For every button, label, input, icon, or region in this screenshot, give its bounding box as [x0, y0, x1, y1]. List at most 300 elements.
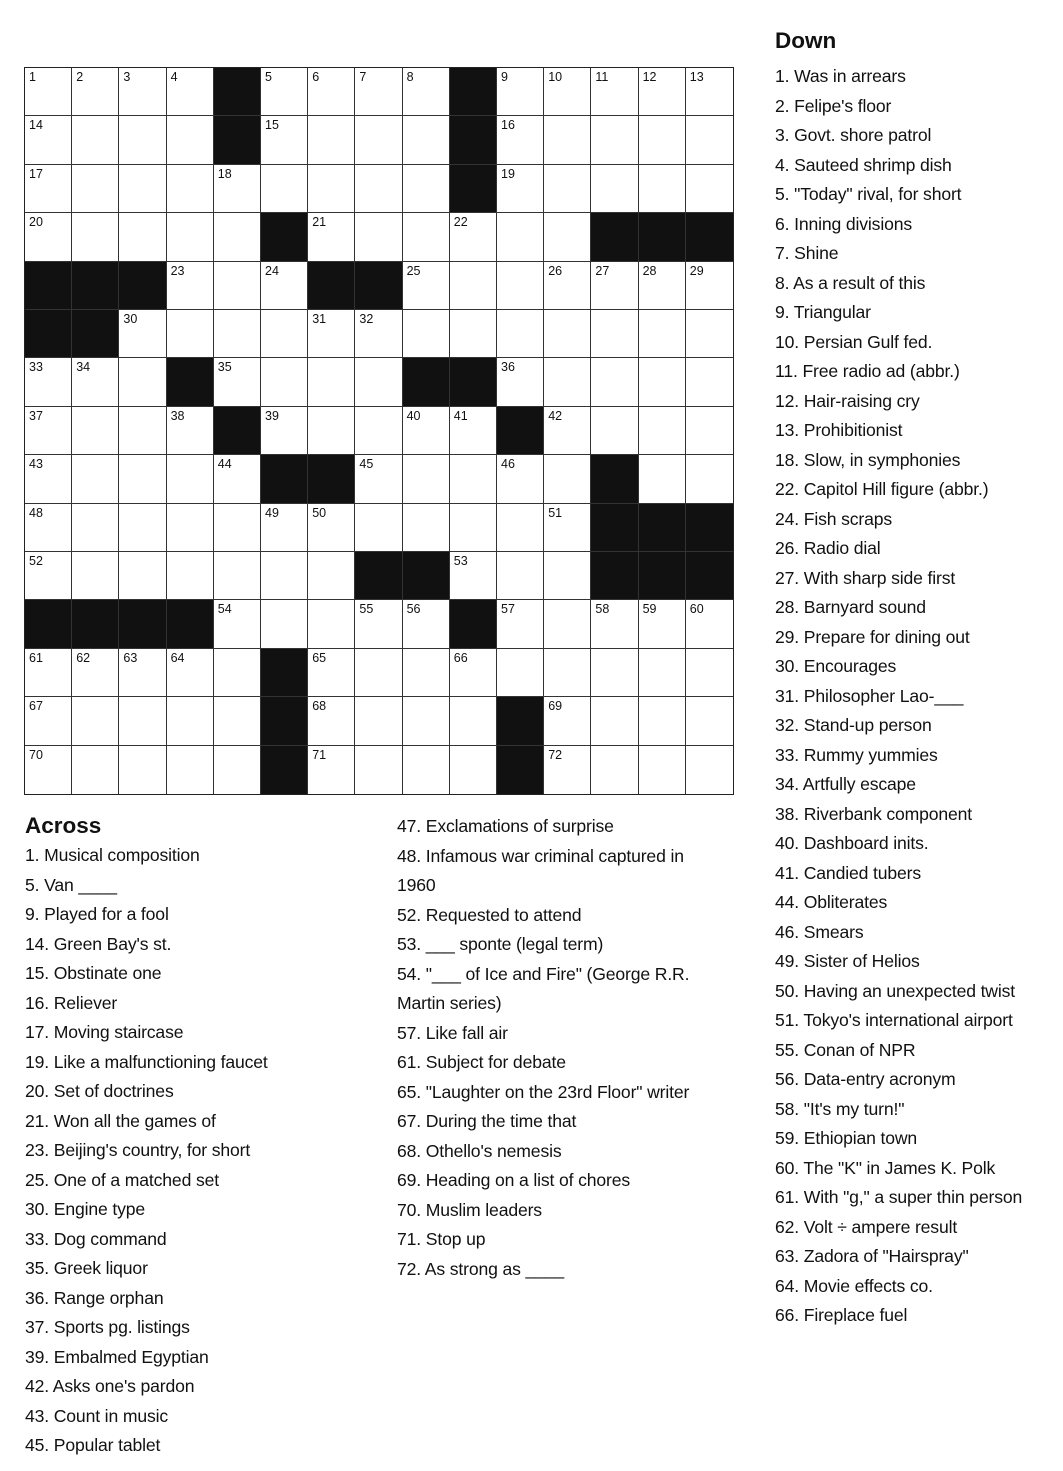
clue-number: 27 [595, 263, 610, 278]
clue-number: 57 [501, 602, 515, 617]
grid-cell[interactable] [355, 649, 402, 697]
grid-cell[interactable] [450, 213, 497, 261]
grid-cell[interactable] [591, 262, 638, 310]
clue-item: 28. Barnyard sound [775, 597, 926, 617]
grid-cell[interactable] [497, 358, 544, 406]
grid-cell[interactable] [686, 407, 733, 455]
clue-item: 46. Smears [775, 921, 864, 942]
grid-cell[interactable] [72, 213, 119, 261]
clue-item: 1. Musical composition [25, 845, 200, 865]
clue-item: 64. Movie effects co. [775, 1275, 933, 1296]
clue-number: 66 [453, 650, 468, 665]
grid-cell[interactable] [544, 697, 591, 745]
clue-item: 50. Having an unexpected twist [775, 980, 1016, 1001]
black-square [639, 213, 686, 261]
clue-number: 69 [548, 699, 563, 714]
grid-cell[interactable] [25, 68, 72, 116]
clue-number: 8 [406, 70, 414, 84]
grid-cell[interactable] [119, 697, 166, 745]
clue-item: 59. Ethiopian town [775, 1128, 918, 1148]
clue-number: 48 [29, 505, 43, 520]
grid-cell[interactable] [639, 358, 686, 406]
clue-item: 20. Set of doctrines [25, 1081, 174, 1101]
grid-cell[interactable] [167, 68, 214, 116]
clue-item: 71. Stop up [397, 1229, 486, 1249]
clue-item: 52. Requested to attend [397, 904, 582, 925]
black-square [450, 68, 497, 116]
grid-cell[interactable] [497, 455, 544, 503]
grid-cell[interactable] [497, 649, 544, 697]
clue-number: 50 [312, 505, 327, 520]
grid-cell[interactable] [403, 116, 450, 164]
grid-cell[interactable] [308, 552, 355, 600]
grid-cell[interactable] [261, 310, 308, 358]
grid-cell[interactable] [167, 165, 214, 213]
grid-cell[interactable] [544, 407, 591, 455]
clue-item: 51. Tokyo's international airport [775, 1010, 1013, 1030]
clue-item: 54. "___ of Ice and Fire" (George R.R. Martin series) [397, 963, 690, 1013]
clue-item: 5. Van ____ [25, 874, 117, 895]
grid-cell[interactable] [167, 504, 214, 552]
grid-cell[interactable] [639, 600, 686, 648]
clue-item: 69. Heading on a list of chores [397, 1170, 631, 1190]
black-square [308, 262, 355, 310]
grid-cell[interactable] [214, 697, 261, 745]
clue-number: 45 [359, 457, 374, 472]
grid-cell[interactable] [308, 213, 355, 261]
clue-item: 34. Artfully escape [775, 774, 916, 794]
grid-cell[interactable] [119, 213, 166, 261]
grid-cell[interactable] [72, 504, 119, 552]
grid-cell[interactable] [686, 358, 733, 406]
grid-cell[interactable] [544, 552, 591, 600]
clue-number: 13 [689, 70, 704, 84]
clue-item: 12. Hair-raising cry [775, 390, 920, 411]
black-square [639, 504, 686, 552]
clue-item: 47. Exclamations of surprise [397, 816, 614, 836]
black-square [686, 213, 733, 261]
grid-cell[interactable] [686, 68, 733, 116]
clue-item: 13. Prohibitionist [775, 420, 903, 440]
clue-item: 72. As strong as ____ [397, 1258, 565, 1279]
grid-cell[interactable] [591, 116, 638, 164]
grid-cell[interactable] [308, 407, 355, 455]
grid-cell[interactable] [167, 455, 214, 503]
clue-number: 19 [501, 166, 515, 181]
grid-cell[interactable] [308, 310, 355, 358]
grid-cell[interactable] [72, 68, 119, 116]
clue-number: 64 [170, 650, 185, 665]
grid-cell[interactable] [214, 213, 261, 261]
grid-cell[interactable] [639, 697, 686, 745]
grid-cell[interactable] [686, 746, 733, 794]
grid-cell[interactable] [403, 310, 450, 358]
clue-number: 39 [265, 408, 279, 423]
grid-cell[interactable] [544, 165, 591, 213]
grid-cell[interactable] [72, 116, 119, 164]
clue-item: 11. Free radio ad (abbr.) [775, 361, 960, 381]
grid-cell[interactable] [686, 310, 733, 358]
grid-cell[interactable] [591, 649, 638, 697]
grid-cell[interactable] [167, 746, 214, 794]
grid-cell[interactable] [355, 600, 402, 648]
grid-cell[interactable] [403, 504, 450, 552]
grid-cell[interactable] [355, 165, 402, 213]
clue-number: 1 [29, 70, 36, 84]
clue-item: 56. Data-entry acronym [775, 1069, 956, 1089]
grid-cell[interactable] [686, 262, 733, 310]
clue-item: 61. With "g," a super thin person [775, 1187, 1023, 1207]
grid-cell[interactable] [497, 116, 544, 164]
grid-cell[interactable] [214, 649, 261, 697]
clue-number: 60 [689, 602, 704, 617]
clue-number: 10 [548, 70, 563, 84]
clue-item: 30. Encourages [775, 656, 897, 676]
grid-cell[interactable] [355, 504, 402, 552]
clue-number: 15 [265, 118, 279, 133]
grid-cell[interactable] [355, 746, 402, 794]
clue-number: 36 [501, 360, 515, 375]
grid-cell[interactable] [25, 407, 72, 455]
grid-cell[interactable] [167, 213, 214, 261]
grid-cell[interactable] [72, 455, 119, 503]
black-square [167, 600, 214, 648]
grid-cell[interactable] [214, 455, 261, 503]
grid-cell[interactable] [639, 310, 686, 358]
grid-cell[interactable] [119, 649, 166, 697]
grid-cell[interactable] [119, 504, 166, 552]
grid-cell[interactable] [167, 116, 214, 164]
black-square [214, 116, 261, 164]
clue-number: 33 [29, 360, 43, 375]
clue-item: 38. Riverbank component [775, 803, 973, 824]
grid-cell[interactable] [119, 746, 166, 794]
grid-cell[interactable] [214, 358, 261, 406]
black-square [450, 600, 497, 648]
clue-item: 48. Infamous war criminal captured in 1960 [397, 845, 684, 895]
grid-cell[interactable] [355, 358, 402, 406]
grid-cell[interactable] [72, 358, 119, 406]
black-square [403, 552, 450, 600]
grid-cell[interactable] [167, 262, 214, 310]
grid-cell[interactable] [497, 504, 544, 552]
grid-cell[interactable] [544, 504, 591, 552]
clue-item: 39. Embalmed Egyptian [25, 1346, 209, 1367]
grid-cell[interactable] [450, 262, 497, 310]
black-square [591, 213, 638, 261]
black-square [167, 358, 214, 406]
grid-cell[interactable] [403, 746, 450, 794]
clue-item: 57. Like fall air [397, 1022, 508, 1043]
clue-item: 32. Stand-up person [775, 715, 932, 735]
clue-number: 37 [29, 408, 43, 423]
grid-cell[interactable] [261, 165, 308, 213]
grid-cell[interactable] [25, 165, 72, 213]
clue-number: 2 [76, 70, 84, 84]
grid-cell[interactable] [214, 310, 261, 358]
grid-cell[interactable] [308, 116, 355, 164]
black-square [355, 262, 402, 310]
black-square [261, 649, 308, 697]
grid-cell[interactable] [261, 358, 308, 406]
clue-item: 19. Like a malfunctioning faucet [25, 1051, 268, 1072]
grid-cell[interactable] [261, 407, 308, 455]
grid-cell[interactable] [119, 407, 166, 455]
grid-cell[interactable] [355, 68, 402, 116]
grid-cell[interactable] [72, 165, 119, 213]
grid-cell[interactable] [119, 68, 166, 116]
grid-cell[interactable] [355, 310, 402, 358]
grid-cell[interactable] [25, 455, 72, 503]
clue-item: 18. Slow, in symphonies [775, 449, 961, 470]
clue-number: 42 [548, 408, 563, 423]
grid-cell[interactable] [308, 649, 355, 697]
grid-cell[interactable] [639, 262, 686, 310]
clue-item: 44. Obliterates [775, 892, 888, 912]
grid-cell[interactable] [686, 697, 733, 745]
grid-cell[interactable] [25, 213, 72, 261]
clue-item: 70. Muslim leaders [397, 1199, 542, 1220]
grid-cell[interactable] [308, 165, 355, 213]
clue-number: 72 [548, 747, 563, 762]
clue-item: 27. With sharp side first [775, 567, 956, 588]
grid-cell[interactable] [214, 262, 261, 310]
clue-item: 58. "It's my turn!" [775, 1098, 905, 1119]
clue-item: 9. Triangular [775, 302, 871, 322]
grid-cell[interactable] [639, 165, 686, 213]
grid-cell[interactable] [544, 358, 591, 406]
grid-cell[interactable] [25, 746, 72, 794]
grid-cell[interactable] [355, 213, 402, 261]
grid-cell[interactable] [497, 68, 544, 116]
grid-cell[interactable] [261, 68, 308, 116]
grid-cell[interactable] [25, 504, 72, 552]
grid-cell[interactable] [403, 455, 450, 503]
grid-cell[interactable] [308, 746, 355, 794]
clue-number: 29 [689, 263, 704, 278]
grid-cell[interactable] [119, 358, 166, 406]
grid-cell[interactable] [25, 552, 72, 600]
clue-item: 1. Was in arrears [775, 66, 906, 86]
grid-cell[interactable] [214, 552, 261, 600]
grid-cell[interactable] [355, 697, 402, 745]
grid-cell[interactable] [497, 600, 544, 648]
clue-item: 16. Reliever [25, 992, 118, 1013]
black-square [25, 262, 72, 310]
black-square [591, 552, 638, 600]
clue-item: 41. Candied tubers [775, 862, 921, 883]
grid-cell[interactable] [497, 552, 544, 600]
grid-cell[interactable] [119, 116, 166, 164]
grid-cell[interactable] [403, 407, 450, 455]
grid-cell[interactable] [639, 746, 686, 794]
clue-item: 53. ___ sponte (legal term) [397, 934, 604, 954]
grid-cell[interactable] [119, 310, 166, 358]
grid-cell[interactable] [72, 746, 119, 794]
clue-number: 34 [76, 360, 91, 375]
grid-cell[interactable] [308, 504, 355, 552]
across-heading: Across [25, 813, 102, 838]
clue-item: 68. Othello's nemesis [397, 1140, 562, 1161]
grid-cell[interactable] [497, 165, 544, 213]
clue-number: 24 [265, 263, 279, 278]
clue-item: 24. Fish scraps [775, 508, 893, 529]
grid-cell[interactable] [261, 504, 308, 552]
clue-number: 68 [312, 699, 327, 714]
clue-item: 5. "Today" rival, for short [775, 184, 962, 204]
clue-number: 21 [312, 215, 327, 230]
grid-cell[interactable] [450, 310, 497, 358]
clue-number: 16 [501, 118, 515, 133]
grid-cell[interactable] [686, 649, 733, 697]
grid-cell[interactable] [355, 455, 402, 503]
grid-cell[interactable] [167, 552, 214, 600]
grid-cell[interactable] [497, 213, 544, 261]
grid-cell[interactable] [25, 116, 72, 164]
grid-cell[interactable] [214, 746, 261, 794]
grid-cell[interactable] [403, 68, 450, 116]
clue-number: 65 [312, 650, 327, 665]
clue-number: 35 [217, 360, 232, 375]
grid-cell[interactable] [72, 697, 119, 745]
grid-cell[interactable] [308, 358, 355, 406]
grid-cell[interactable] [214, 600, 261, 648]
black-square [261, 697, 308, 745]
grid-cell[interactable] [591, 165, 638, 213]
grid-cell[interactable] [591, 358, 638, 406]
grid-cell[interactable] [591, 407, 638, 455]
grid-cell[interactable] [544, 116, 591, 164]
grid-cell[interactable] [450, 746, 497, 794]
grid-cell[interactable] [261, 552, 308, 600]
grid-cell[interactable] [591, 746, 638, 794]
grid-cell[interactable] [308, 697, 355, 745]
grid-cell[interactable] [214, 165, 261, 213]
grid-cell[interactable] [72, 649, 119, 697]
grid-cell[interactable] [544, 310, 591, 358]
clue-number: 7 [359, 70, 367, 84]
grid-cell[interactable] [639, 407, 686, 455]
grid-cell[interactable] [403, 213, 450, 261]
grid-cell[interactable] [119, 165, 166, 213]
grid-cell[interactable] [167, 407, 214, 455]
grid-cell[interactable] [591, 600, 638, 648]
clue-item: 22. Capitol Hill figure (abbr.) [775, 479, 989, 499]
grid-cell[interactable] [25, 649, 72, 697]
clue-item: 61. Subject for debate [397, 1052, 566, 1072]
grid-cell[interactable] [591, 697, 638, 745]
black-square [591, 504, 638, 552]
grid-cell[interactable] [214, 504, 261, 552]
grid-cell[interactable] [450, 504, 497, 552]
grid-cell[interactable] [686, 116, 733, 164]
grid-cell[interactable] [686, 165, 733, 213]
black-square [686, 552, 733, 600]
grid-cell[interactable] [544, 746, 591, 794]
grid-cell[interactable] [403, 697, 450, 745]
grid-cell[interactable] [72, 552, 119, 600]
grid-cell[interactable] [403, 165, 450, 213]
clue-number: 54 [217, 602, 232, 617]
clue-item: 33. Dog command [25, 1228, 167, 1249]
black-square [497, 746, 544, 794]
grid-cell[interactable] [639, 68, 686, 116]
grid-cell[interactable] [308, 600, 355, 648]
clue-number: 62 [76, 650, 91, 665]
grid-cell[interactable] [639, 649, 686, 697]
grid-cell[interactable] [450, 649, 497, 697]
grid-cell[interactable] [544, 649, 591, 697]
black-square [25, 310, 72, 358]
black-square [214, 68, 261, 116]
grid-cell[interactable] [544, 262, 591, 310]
clue-item: 55. Conan of NPR [775, 1039, 916, 1060]
grid-cell[interactable] [261, 262, 308, 310]
grid-cell[interactable] [450, 697, 497, 745]
grid-cell[interactable] [261, 116, 308, 164]
clue-item: 31. Philosopher Lao-___ [775, 685, 964, 706]
grid-cell[interactable] [497, 310, 544, 358]
clue-number: 26 [548, 263, 563, 278]
across-clues-column-1 [25, 841, 375, 1461]
grid-cell[interactable] [450, 407, 497, 455]
grid-cell[interactable] [591, 310, 638, 358]
clue-item: 8. As a result of this [775, 272, 926, 293]
grid-cell[interactable] [544, 213, 591, 261]
clue-item: 17. Moving staircase [25, 1022, 184, 1042]
grid-cell[interactable] [403, 262, 450, 310]
grid-cell[interactable] [119, 455, 166, 503]
grid-cell[interactable] [119, 552, 166, 600]
black-square [403, 358, 450, 406]
grid-cell[interactable] [686, 600, 733, 648]
grid-cell[interactable] [25, 358, 72, 406]
grid-cell[interactable] [167, 310, 214, 358]
clue-item: 65. "Laughter on the 23rd Floor" writer [397, 1081, 690, 1102]
clue-item: 23. Beijing's country, for short [25, 1140, 251, 1160]
grid-cell[interactable] [497, 262, 544, 310]
clue-number: 63 [123, 650, 138, 665]
clue-number: 51 [548, 505, 563, 520]
grid-cell[interactable] [450, 455, 497, 503]
grid-cell[interactable] [403, 600, 450, 648]
clue-number: 56 [406, 602, 421, 617]
grid-cell[interactable] [544, 455, 591, 503]
grid-cell[interactable] [167, 697, 214, 745]
grid-cell[interactable] [591, 68, 638, 116]
black-square [591, 455, 638, 503]
grid-cell[interactable] [639, 455, 686, 503]
grid-cell[interactable] [72, 407, 119, 455]
grid-cell[interactable] [261, 600, 308, 648]
grid-cell[interactable] [686, 455, 733, 503]
grid-cell[interactable] [544, 68, 591, 116]
black-square [497, 407, 544, 455]
grid-cell[interactable] [355, 116, 402, 164]
black-square [119, 600, 166, 648]
grid-cell[interactable] [639, 116, 686, 164]
grid-cell[interactable] [403, 649, 450, 697]
grid-cell[interactable] [355, 407, 402, 455]
grid-cell[interactable] [167, 649, 214, 697]
clue-item: 2. Felipe's floor [775, 95, 892, 116]
clue-number: 58 [595, 602, 610, 617]
grid-cell[interactable] [308, 68, 355, 116]
grid-cell[interactable] [544, 600, 591, 648]
grid-cell[interactable] [25, 697, 72, 745]
black-square [261, 213, 308, 261]
grid-cell[interactable] [450, 552, 497, 600]
